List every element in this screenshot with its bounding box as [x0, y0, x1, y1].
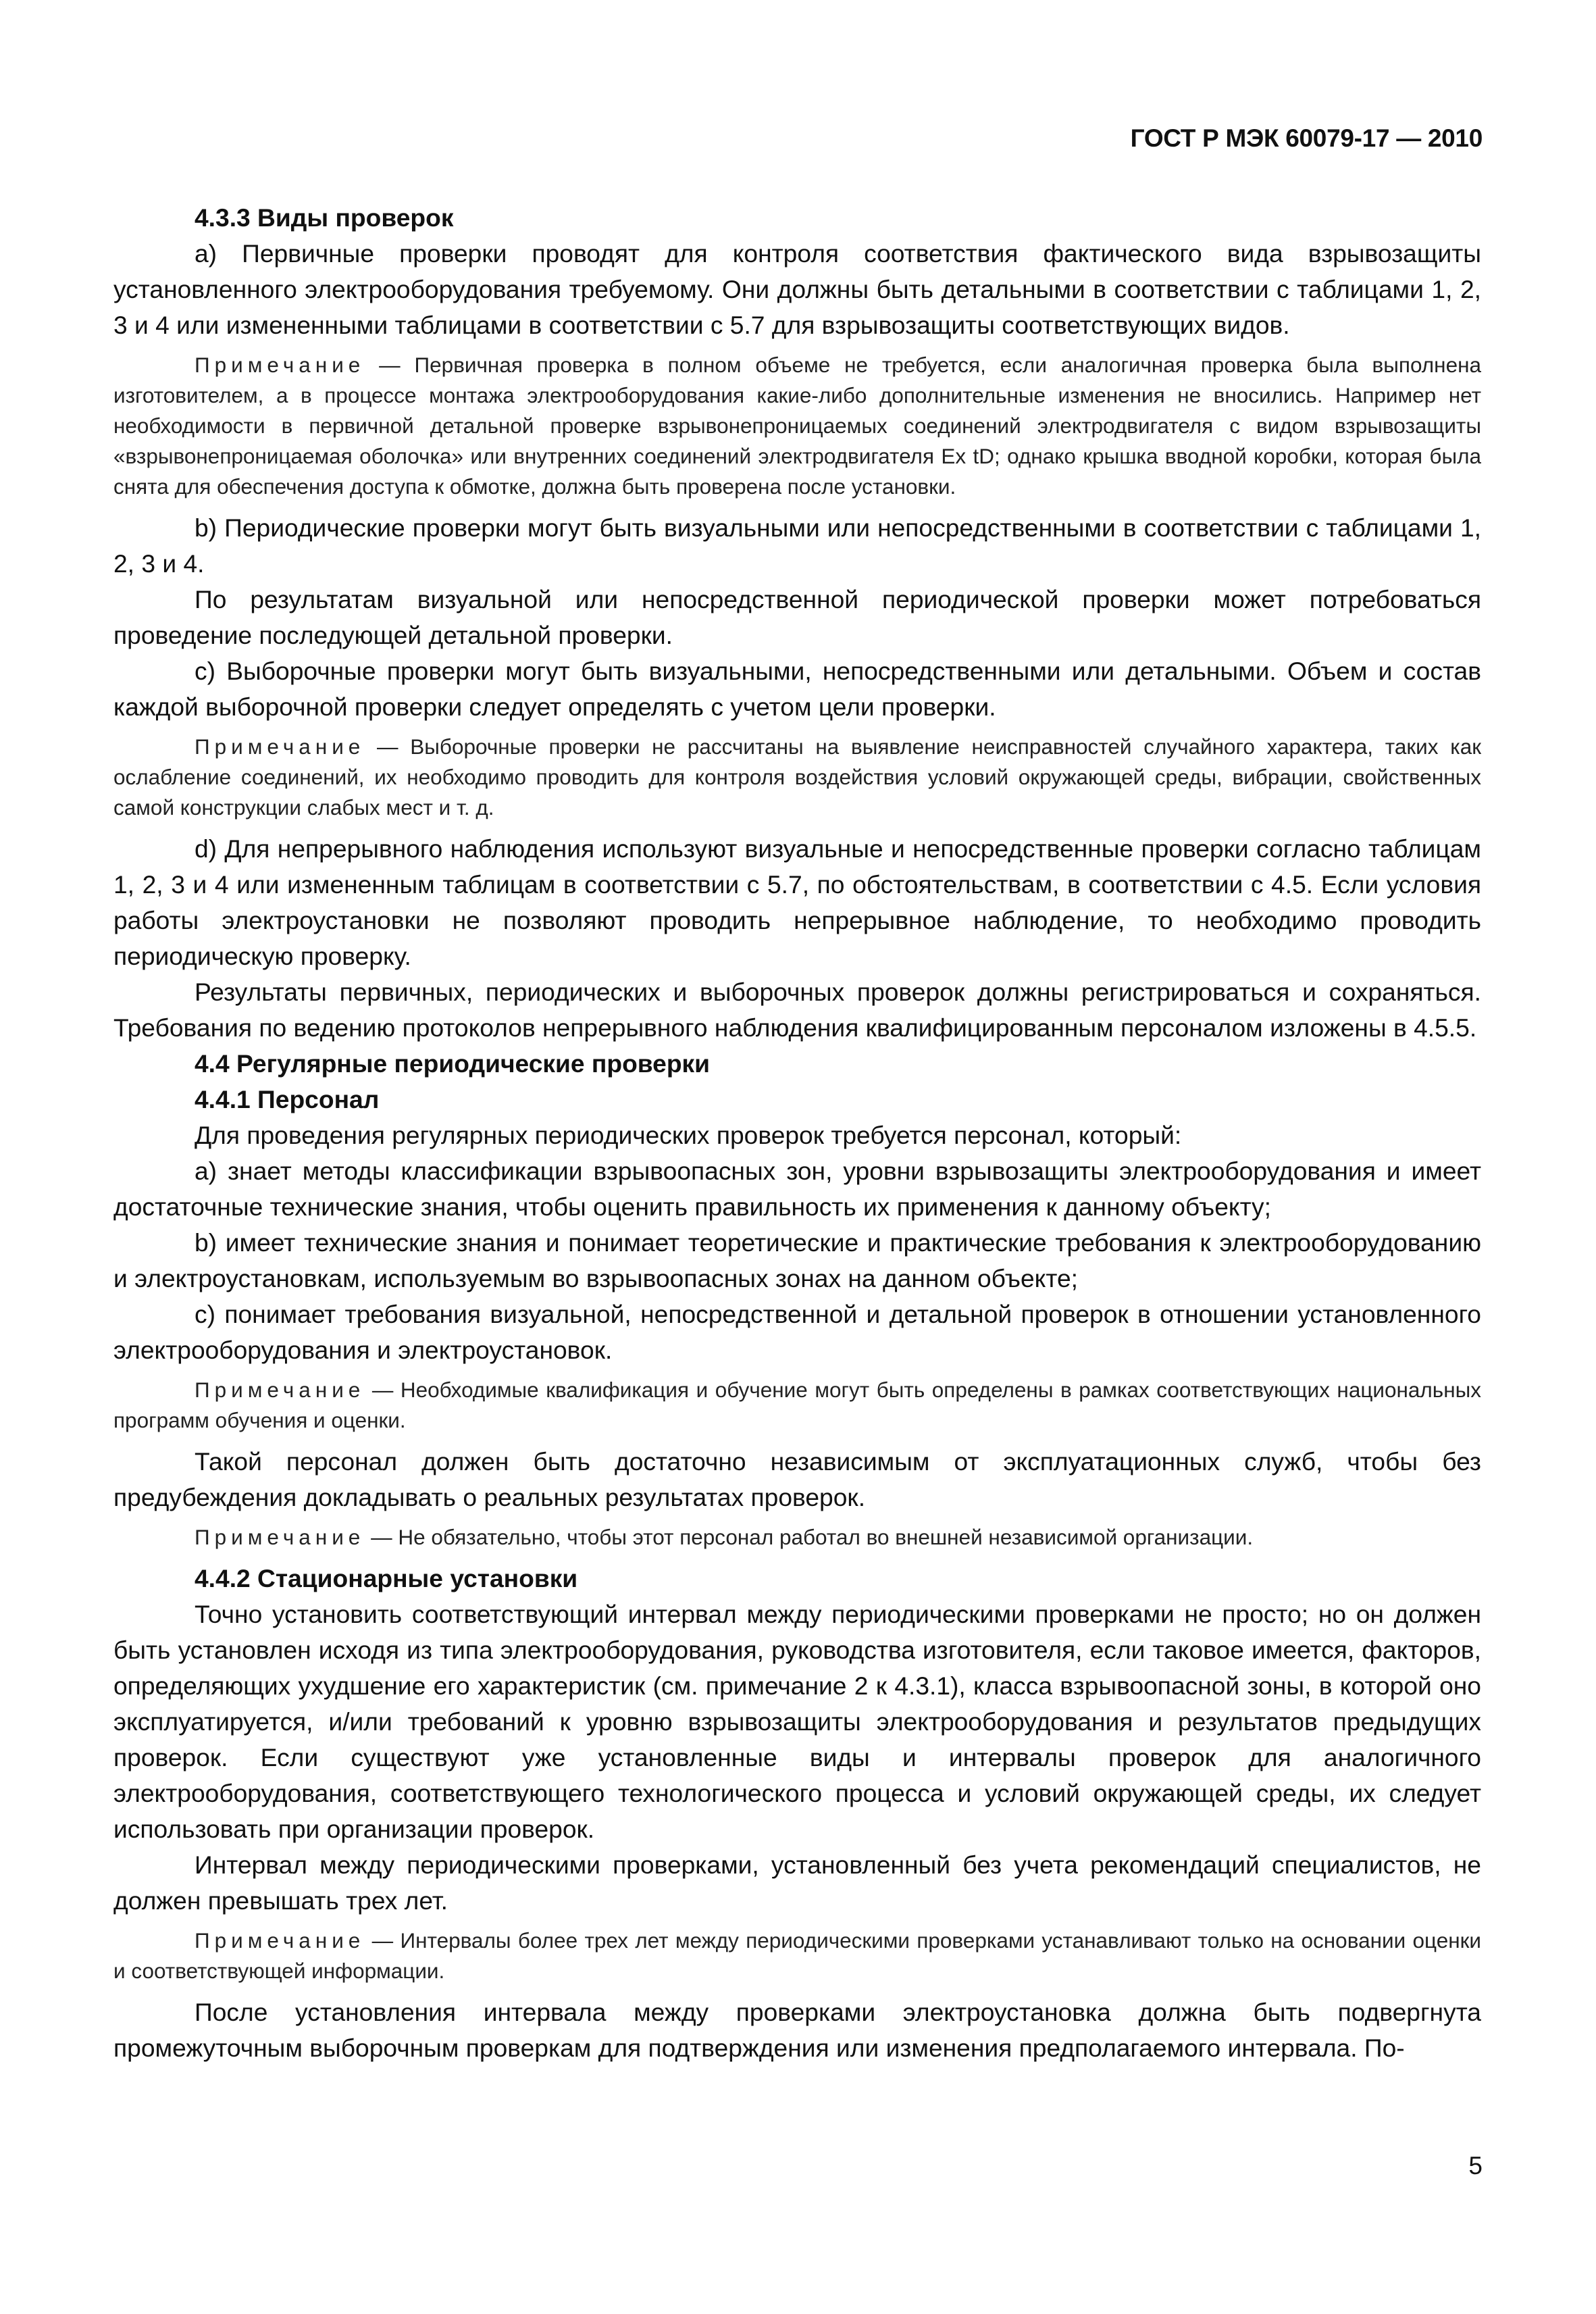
- page-number: 5: [1468, 2152, 1483, 2180]
- note-text: — Интервалы более трех лет между периодическими проверками устанавливают только на основании оценки и соответствующей информации.: [113, 1928, 1481, 1983]
- note-sample-inspections: [113, 732, 1481, 823]
- section-heading-4-4: 4.4 Регулярные периодические проверки: [195, 1049, 711, 1078]
- paragraph-interval-sample-checks: После установления интервала между проверками электроустановка должна быть подвергнута промежуточным выборочным проверкам для подтверждения или изменения предполагаемого интервала. По-: [113, 1998, 1481, 2062]
- section-heading-4-4-1: 4.4.1 Персонал: [195, 1085, 380, 1113]
- document-header: ГОСТ Р МЭК 60079-17 — 2010: [1130, 124, 1483, 152]
- section-heading-4-4-2: 4.4.2 Стационарные установки: [195, 1564, 578, 1592]
- note-text: — Необходимые квалификация и обучение могут быть определены в рамках соответствующих национальных программ обучения и оценки.: [113, 1378, 1481, 1432]
- paragraph-personnel-intro: Для проведения регулярных периодических проверок требуется персонал, который:: [195, 1121, 1182, 1149]
- note-label: Примечание: [195, 1928, 365, 1953]
- paragraph-continuous-supervision: d) Для непрерывного наблюдения используют визуальные и непосредственные проверки согласно таблицам 1, 2, 3 и 4 или измененным таблицам в соответствии с 5.7, по обстоятельствам, в соответствии с 4.5. Если условия работы электроустановки не позволяют проводить непрерывное наблюдение, то необходимо проводить периодическую проверку.: [113, 834, 1481, 970]
- note-personnel-training: [113, 1375, 1481, 1436]
- paragraph-periodic-followup: По результатам визуальной или непосредственной периодической проверки может потребоваться проведение последующей детальной проверки.: [113, 585, 1481, 649]
- paragraph-personnel-a: a) знает методы классификации взрывоопасных зон, уровни взрывозащиты электрооборудования и имеет достаточные технические знания, чтобы оценить правильность их применения к данному объекту;: [113, 1157, 1481, 1221]
- note-label: Примечание: [195, 1525, 365, 1549]
- note-label: Примечание: [195, 734, 365, 759]
- document-body: [113, 200, 1481, 2066]
- paragraph-personnel-c: c) понимает требования визуальной, непосредственной и детальной проверок в отношении установленного электрооборудования и электроустановок.: [113, 1300, 1481, 1364]
- paragraph-initial-inspections: a) Первичные проверки проводят для контроля соответствия фактического вида взрывозащиты установленного электрооборудования требуемому. Они должны быть детальными в соответствии с таблицами 1, 2, 3 и 4 или измененными таблицами в соответствии с 5.7 для взрывозащиты соответствующих видов.: [113, 239, 1481, 339]
- paragraph-personnel-b: b) имеет технические знания и понимает теоретические и практические требования к электрооборудованию и электроустановкам, используемым во взрывоопасных зонах на данном объекте;: [113, 1228, 1481, 1292]
- note-text: — Выборочные проверки не рассчитаны на выявление неисправностей случайного характера, таких как ослабление соединений, их необходимо проводить для контроля воздействия условий окружающей среды, вибрации, свойственных самой конструкции слабых мест и т. д.: [113, 734, 1481, 820]
- note-label: Примечание: [195, 1378, 365, 1402]
- note-text: — Первичная проверка в полном объеме не требуется, если аналогичная проверка была выполнена изготовителем, а в процессе монтажа электрооборудования какие-либо дополнительные изменения не вносились. Например нет необходимости в первичной детальной проверке взрывонепроницаемых соединений электродвигателя с видом взрывозащиты «взрывонепроницаемая оболочка» или внутренних соединений электродвигателя Ex tD; однако крышка вводной коробки, которая была снята для обеспечения доступа к обмоткe, должна быть проверена после установки.: [113, 353, 1481, 499]
- paragraph-personnel-independence: Такой персонал должен быть достаточно независимым от эксплуатационных служб, чтобы без предубеждения докладывать о реальных результатах проверок.: [113, 1447, 1481, 1511]
- note-initial-inspections: [113, 350, 1481, 502]
- section-heading-4-3-3: 4.3.3 Виды проверок: [195, 203, 454, 232]
- paragraph-inspection-results: Результаты первичных, периодических и выборочных проверок должны регистрироваться и сохраняться. Требования по ведению протоколов непрерывного наблюдения квалифицированным персоналом изложены в 4.5.5.: [113, 978, 1481, 1042]
- note-personnel-external: [113, 1522, 1481, 1553]
- paragraph-interval-determination: Точно установить соответствующий интервал между периодическими проверками не просто; но он должен быть установлен исходя из типа электрооборудования, руководства изготовителя, если таковое имеется, факторов, определяющих ухудшение его характеристик (см. примечание 2 к 4.3.1), класса взрывоопасной зоны, в которой оно эксплуатируется, и/или требований к уровню взрывозащиты электрооборудования и результатов предыдущих проверок. Если существуют уже установленные виды и интервалы проверок для аналогичного электрооборудования, соответствующего технологического процесса и условий окружающей среды, их следует использовать при организации проверок.: [113, 1600, 1481, 1843]
- paragraph-periodic-inspections: b) Периодические проверки могут быть визуальными или непосредственными в соответствии с таблицами 1, 2, 3 и 4.: [113, 513, 1481, 578]
- note-text: — Не обязательно, чтобы этот персонал работал во внешней независимой организации.: [365, 1525, 1254, 1549]
- paragraph-sample-inspections: c) Выборочные проверки могут быть визуальными, непосредственными или детальными. Объем и состав каждой выборочной проверки следует определять с учетом цели проверки.: [113, 657, 1481, 721]
- paragraph-interval-limit: Интервал между периодическими проверками, установленный без учета рекомендаций специалистов, не должен превышать трех лет.: [113, 1851, 1481, 1915]
- note-label: Примечание: [195, 353, 365, 377]
- note-interval: [113, 1926, 1481, 1986]
